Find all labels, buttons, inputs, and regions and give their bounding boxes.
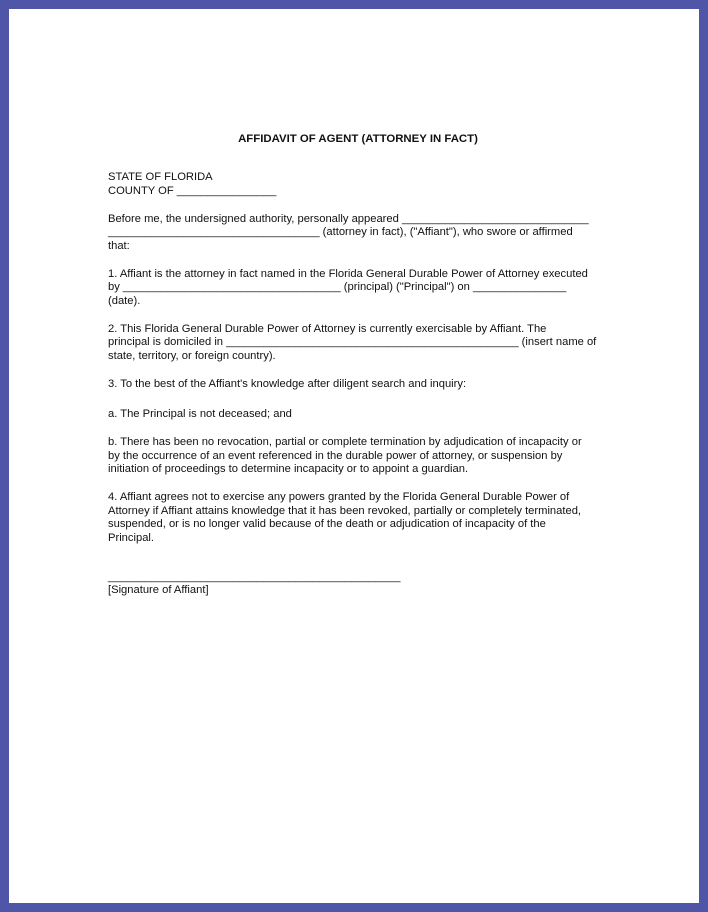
- intro-line-1: Before me, the undersigned authority, personally appeared ______________________________: [108, 213, 589, 225]
- para4-line-1: 4. Affiant agrees not to exercise any powers granted by the Florida General Durable Power of: [108, 491, 570, 503]
- para4-line-2: Attorney if Affiant attains knowledge that it has been revoked, partially or completely terminated,: [108, 505, 582, 517]
- document-title: AFFIDAVIT OF AGENT (ATTORNEY IN FACT): [238, 133, 478, 145]
- intro-line-3: that:: [108, 240, 130, 252]
- para-b-line-3: initiation of proceedings to determine incapacity or to appoint a guardian.: [108, 463, 469, 475]
- para1-line-2: by ___________________________________ (principal) ("Principal") on _______________: [108, 281, 567, 293]
- para1-line-3: (date).: [108, 295, 141, 307]
- para3-line-1: 3. To the best of the Affiant's knowledge after diligent search and inquiry:: [108, 378, 467, 390]
- para4-line-3: suspended, or is no longer valid because of the death or adjudication of incapacity of the: [108, 518, 546, 530]
- para2-line-1: 2. This Florida General Durable Power of Attorney is currently exercisable by Affiant. The: [108, 323, 547, 335]
- para2-line-2: principal is domiciled in _______________________________________________ (insert name of: [108, 336, 597, 348]
- para-a-line-1: a. The Principal is not deceased; and: [108, 408, 292, 420]
- state-line: STATE OF FLORIDA: [108, 171, 213, 183]
- signature-line: _______________________________________________: [108, 571, 401, 583]
- para-b-line-2: by the occurrence of an event referenced in the durable power of attorney, or suspension by: [108, 450, 563, 462]
- intro-line-2: __________________________________ (attorney in fact), ("Affiant"), who swore or affirmed: [108, 226, 573, 238]
- signature-label: [Signature of Affiant]: [108, 584, 209, 596]
- para2-line-3: state, territory, or foreign country).: [108, 350, 276, 362]
- document-page: [9, 9, 699, 903]
- county-line: COUNTY OF ________________: [108, 185, 277, 197]
- para1-line-1: 1. Affiant is the attorney in fact named in the Florida General Durable Power of Attorney executed: [108, 268, 588, 280]
- para-b-line-1: b. There has been no revocation, partial or complete termination by adjudication of incapacity or: [108, 436, 582, 448]
- para4-line-4: Principal.: [108, 532, 155, 544]
